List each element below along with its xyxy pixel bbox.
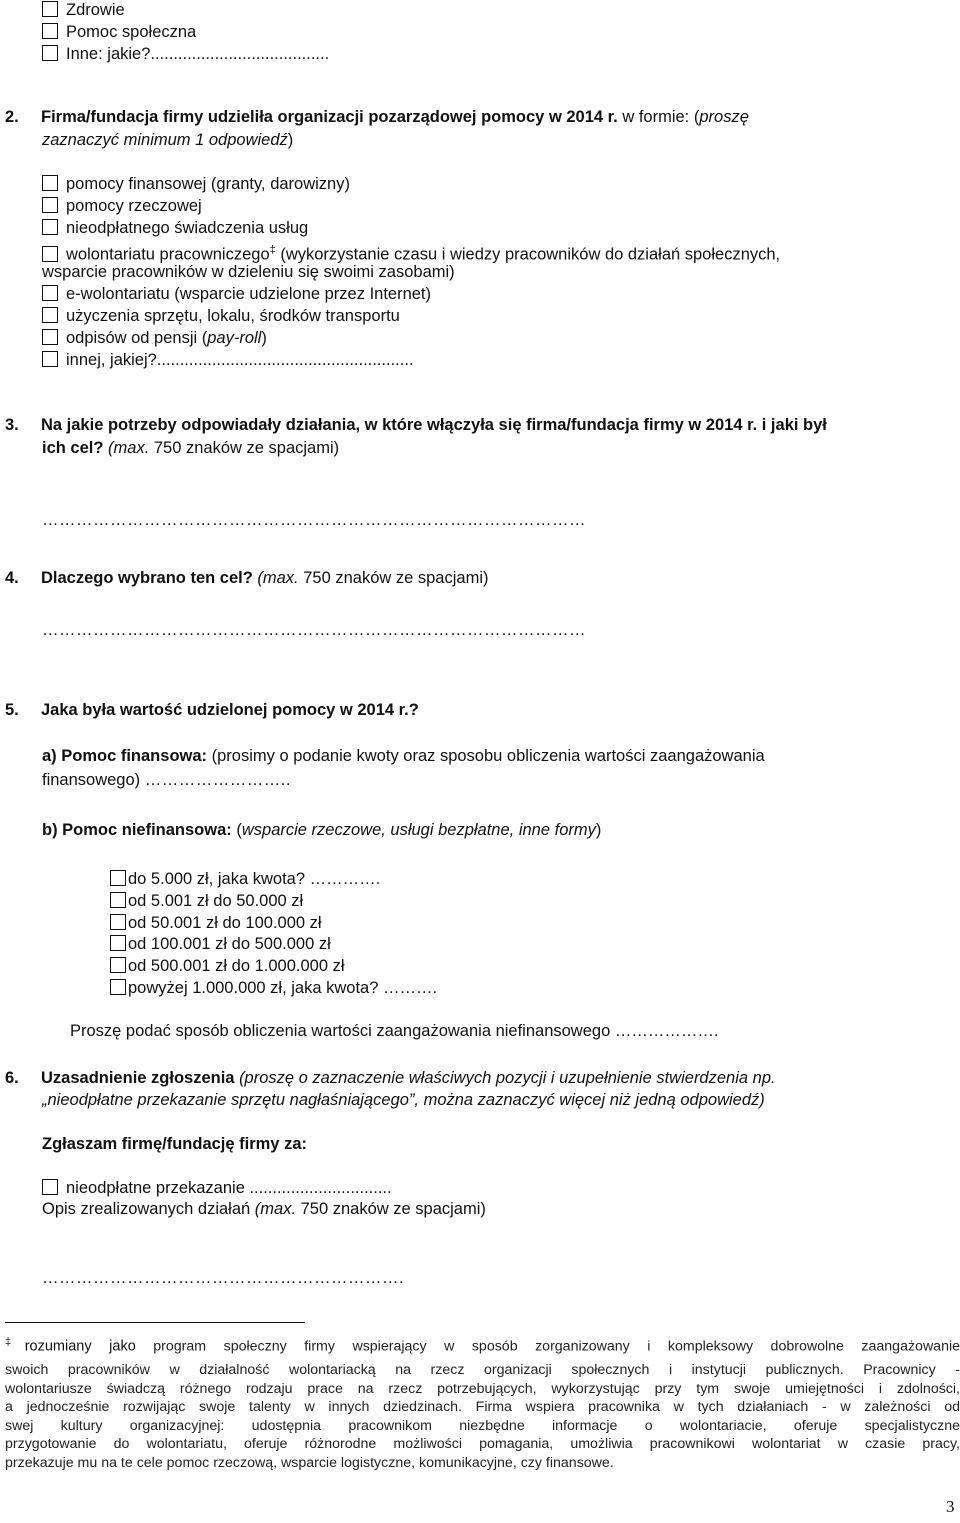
- checkbox[interactable]: [110, 892, 126, 908]
- checkbox[interactable]: [110, 957, 126, 973]
- range-label: od 50.001 zł do 100.000 zł: [128, 914, 322, 932]
- question-text: Uzasadnienie zgłoszenia: [41, 1069, 240, 1087]
- q5b-line: [42, 820, 601, 841]
- range-label: do 5.000 zł, jaka kwota? ………….: [128, 870, 381, 888]
- subquestion-hint: wsparcie rzeczowe, usługi bezpłatne, inne formy: [241, 821, 596, 839]
- question-number: 3.: [5, 416, 19, 434]
- q3-heading: [5, 415, 827, 436]
- footnote-mark: ‡: [269, 244, 276, 256]
- declaration-heading: Zgłaszam firmę/fundację firmy za:: [42, 1135, 307, 1153]
- footnote-mark: ‡: [5, 1336, 25, 1348]
- q4-answer-field[interactable]: ……………………………………………………………………………………: [42, 621, 586, 639]
- footnote-line: przygotowanie do wolontariatu, oferuje różnorodne możliwości pomagania, umożliwia pracownikowi wolontariat w czasie pracy,: [5, 1436, 960, 1452]
- range-option[interactable]: [110, 913, 322, 934]
- paren: ): [595, 821, 602, 839]
- question-hint: (max.: [108, 439, 150, 457]
- question-number: 2.: [5, 108, 19, 126]
- footnote-divider: [5, 1322, 305, 1323]
- question-text-normal: w formie: (: [622, 108, 700, 126]
- range-option[interactable]: [110, 869, 380, 890]
- footnote-lead: rozumiany jako: [24, 1338, 136, 1355]
- range-option[interactable]: [110, 934, 331, 955]
- footnote-line: wolontariusze świadczą różnego rodzaju prace na rzecz potrzebujących, wykorzystując przy tym swoje umiejętności i zdolności,: [5, 1380, 960, 1397]
- checkbox[interactable]: [110, 979, 126, 995]
- subquestion-label: a) Pomoc finansowa:: [42, 747, 212, 765]
- range-label: od 100.001 zł do 500.000 zł: [128, 935, 331, 953]
- checkbox[interactable]: [42, 197, 58, 213]
- subquestion-label: b) Pomoc niefinansowa:: [42, 821, 237, 839]
- range-label: od 500.001 zł do 1.000.000 zł: [128, 957, 345, 975]
- option-material[interactable]: [42, 196, 202, 217]
- option-label: odpisów od pensji (: [66, 329, 208, 347]
- question-hint: proszę: [699, 108, 749, 126]
- question-hint: „nieodpłatne przekazanie sprzętu nagłaśniającego”, można zaznaczyć więcej niż jedną odpowiedź): [42, 1091, 765, 1109]
- question-text: Na jakie potrzeby odpowiadały działania, w które włączyła się firma/fundacja firmy w 2014 r. i jaki był: [41, 416, 827, 434]
- option-label: użyczenia sprzętu, lokalu, środków transportu: [66, 307, 400, 325]
- q5a-line: [42, 746, 765, 767]
- question-hint-rest: 750 znaków ze spacjami): [298, 569, 489, 587]
- checkbox[interactable]: [110, 935, 126, 951]
- q2-heading: [5, 107, 749, 128]
- q6-answer-field[interactable]: ……………………………………………………….: [42, 1269, 405, 1287]
- option-free-transfer[interactable]: [42, 1178, 392, 1199]
- paren: ): [287, 131, 294, 149]
- checkbox[interactable]: [110, 914, 126, 930]
- option-other[interactable]: [42, 44, 329, 65]
- range-option[interactable]: [110, 956, 345, 977]
- option-label: nieodpłatnego świadczenia usług: [66, 219, 309, 237]
- q3-answer-field[interactable]: ……………………………………………………………………………………: [42, 511, 586, 529]
- checkbox[interactable]: [42, 45, 58, 61]
- checkbox[interactable]: [42, 175, 58, 191]
- question-text: Dlaczego wybrano ten cel?: [41, 569, 258, 587]
- option-label-italic: pay-roll: [207, 329, 262, 347]
- subquestion-hint: finansowego): [42, 771, 145, 789]
- range-label: powyżej 1.000.000 zł, jaka kwota? ……….: [128, 979, 438, 997]
- option-payroll[interactable]: [42, 328, 267, 349]
- page-number: 3: [946, 1497, 955, 1516]
- label-hint-rest: 750 znaków ze spacjami): [296, 1200, 486, 1218]
- q5a-answer-field[interactable]: ……………………..: [144, 771, 291, 789]
- option-label: wolontariatu pracowniczego: [66, 245, 270, 264]
- checkbox[interactable]: [42, 285, 58, 301]
- option-social-aid[interactable]: [42, 22, 196, 43]
- checkbox[interactable]: [110, 870, 126, 886]
- label-text: Opis zrealizowanych działań: [42, 1200, 255, 1218]
- footnote-line: przekazuje mu na te cele pomoc rzeczową, wsparcie logistyczne, komunikacyjne, czy finansowe.: [5, 1454, 614, 1471]
- question-hint: zaznaczyć minimum 1 odpowiedź: [42, 131, 288, 149]
- question-number: 5.: [5, 701, 19, 719]
- description-label: [42, 1199, 486, 1220]
- option-label: pomocy finansowej (granty, darowizny): [66, 175, 350, 193]
- checkbox[interactable]: [42, 1179, 58, 1195]
- question-hint-rest: 750 znaków ze spacjami): [149, 439, 340, 457]
- option-free-services[interactable]: [42, 218, 308, 239]
- range-label: od 5.001 zł do 50.000 zł: [128, 892, 304, 910]
- subquestion-hint: (prosimy o podanie kwoty oraz sposobu obliczenia wartości zaangażowania: [211, 747, 765, 765]
- range-option[interactable]: [110, 891, 303, 912]
- q6-heading: [5, 1068, 776, 1089]
- option-health[interactable]: [42, 0, 125, 21]
- option-label: innej, jakiej?........................................................: [66, 351, 414, 369]
- paren: (: [236, 821, 242, 839]
- checkbox[interactable]: [42, 246, 58, 262]
- option-label: Pomoc społeczna: [66, 23, 197, 41]
- checkbox[interactable]: [42, 23, 58, 39]
- q5-heading: [5, 700, 419, 721]
- footnote-line: a jednocześnie rozwijając swoje talenty w innych dziedzinach. Firma wspiera pracownika w tych działaniach - w zależności od: [5, 1399, 960, 1415]
- option-other-form[interactable]: [42, 350, 414, 371]
- question-hint: (proszę o zaznaczenie właściwych pozycji i uzupełnienie stwierdzenia np.: [239, 1069, 776, 1087]
- option-e-volunteering[interactable]: [42, 284, 431, 305]
- checkbox[interactable]: [42, 219, 58, 235]
- footnote: [5, 1333, 960, 1356]
- option-label: pomocy rzeczowej: [66, 197, 202, 215]
- question-text: ich cel?: [42, 439, 109, 457]
- footnote-line: program społeczny firmy wspierający w sposób zorganizowany i kompleksowy dobrowolne zaangażowanie: [135, 1338, 960, 1355]
- option-financial[interactable]: [42, 174, 350, 195]
- question-number: 6.: [5, 1069, 19, 1087]
- question-text: Firma/fundacja firmy udzieliła organizacji pozarządowej pomocy w 2014 r.: [41, 108, 623, 126]
- checkbox[interactable]: [42, 307, 58, 323]
- q6-heading-cont: [42, 1090, 765, 1111]
- option-volunteering-cont: [42, 262, 455, 283]
- footnote-line: swoich pracowników w działalność wolontariacką na rzecz organizacji społecznych i instytucji publicznych. Pracownicy -: [5, 1362, 960, 1378]
- option-description: wsparcie pracowników w dzieleniu się swoimi zasobami): [42, 263, 455, 281]
- option-label: Inne: jakie?.......................................: [66, 45, 330, 63]
- option-description: (wykorzystanie czasu i wiedzy pracowników do działań społecznych,: [275, 245, 781, 264]
- q4-heading: [5, 568, 488, 589]
- checkbox[interactable]: [42, 1, 58, 17]
- question-number: 4.: [5, 569, 19, 587]
- option-label: nieodpłatne przekazanie ...............................: [66, 1179, 392, 1197]
- q5-method-line[interactable]: Proszę podać sposób obliczenia wartości zaangażowania niefinansowego ……………….: [70, 1022, 719, 1040]
- option-label: Zdrowie: [66, 1, 125, 19]
- range-option[interactable]: [110, 978, 437, 999]
- question-hint: (max.: [257, 569, 299, 587]
- question-text: Jaka była wartość udzielonej pomocy w 2014 r.?: [41, 701, 419, 719]
- q2-heading-cont: [42, 130, 293, 151]
- paren: ): [261, 329, 267, 347]
- option-lending[interactable]: [42, 306, 400, 327]
- q3-heading-cont: [42, 438, 339, 459]
- footnote-line: swej kultury organizacyjnej: udostępnia pracownikom niezbędne informacje o wolontariacie, oferuje specjalistyczne: [5, 1417, 960, 1434]
- checkbox[interactable]: [42, 351, 58, 367]
- checkbox[interactable]: [42, 329, 58, 345]
- label-hint: (max.: [254, 1200, 297, 1218]
- q5a-line-cont: [42, 770, 291, 791]
- option-label: e-wolontariatu (wsparcie udzielone przez Internet): [66, 285, 432, 303]
